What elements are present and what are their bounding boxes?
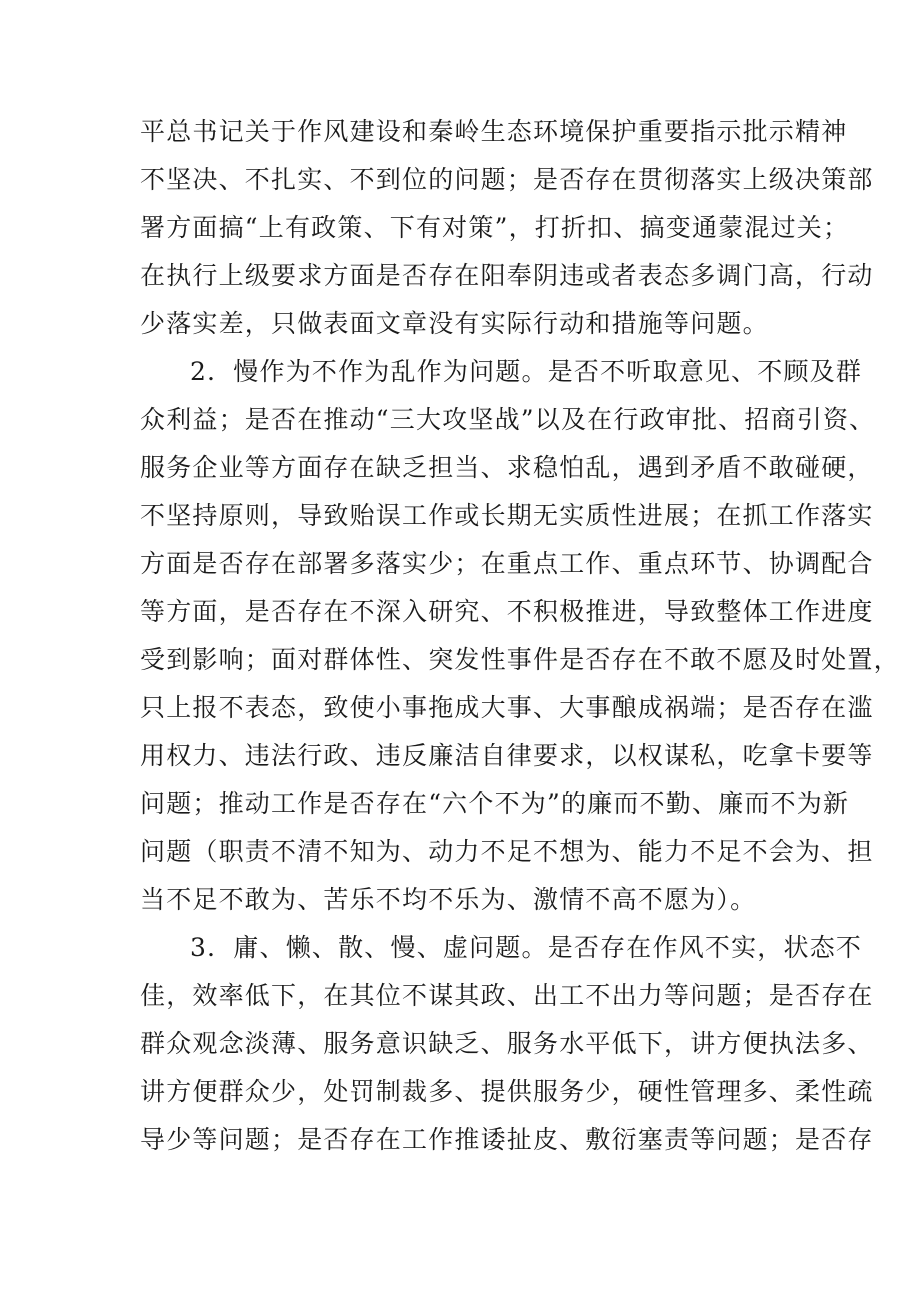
text-line: 佳，效率低下，在其位不谋其政、出工不出力等问题；是否存在 (140, 981, 874, 1010)
text-line: 少落实差，只做表面文章没有实际行动和措施等问题。 (140, 309, 769, 338)
paragraph-3 (140, 924, 874, 1164)
text-line: 问题（职责不清不知为、动力不足不想为、能力不足不会为、担 (140, 837, 874, 866)
paragraph-2 (140, 348, 900, 924)
text-line: 在执行上级要求方面是否存在阳奉阴违或者表态多调门高，行动 (140, 261, 874, 290)
text-line: 群众观念淡薄、服务意识缺乏、服务水平低下，讲方便执法多、 (140, 1029, 874, 1058)
document-body (140, 108, 900, 1164)
text-line: 方面是否存在部署多落实少；在重点工作、重点环节、协调配合 (140, 549, 874, 578)
text-line: 当不足不敢为、苦乐不均不乐为、激情不高不愿为）。 (140, 885, 757, 914)
text-line: 平总书记关于作风建设和秦岭生态环境保护重要指示批示精神 (140, 117, 848, 146)
paragraph-1 (140, 108, 874, 348)
text-line: 讲方便群众少，处罚制裁多、提供服务少，硬性管理多、柔性疏 (140, 1077, 874, 1106)
text-line: 不坚决、不扎实、不到位的问题；是否存在贯彻落实上级决策部 (140, 165, 874, 194)
text-line: 用权力、违法行政、违反廉洁自律要求，以权谋私，吃拿卡要等 (140, 741, 874, 770)
text-line: 署方面搞“上有政策、下有对策”，打折扣、搞变通蒙混过关； (140, 213, 850, 242)
text-line: 问题；推动工作是否存在“六个不为”的廉而不勤、廉而不为新 (140, 789, 850, 818)
text-line: 受到影响；面对群体性、突发性事件是否存在不敢不愿及时处置， (140, 645, 900, 674)
text-line: 只上报不表态，致使小事拖成大事、大事酿成祸端；是否存在滥 (140, 693, 874, 722)
text-line: 2．慢作为不作为乱作为问题。是否不听取意见、不顾及群 (190, 357, 863, 386)
text-line: 等方面，是否存在不深入研究、不积极推进，导致整体工作进度 (140, 597, 874, 626)
text-line: 众利益；是否在推动“三大攻坚战”以及在行政审批、招商引资、 (140, 405, 876, 434)
text-line: 3．庸、懒、散、慢、虚问题。是否存在作风不实，状态不 (190, 933, 863, 962)
text-line: 导少等问题；是否存在工作推诿扯皮、敷衍塞责等问题；是否存 (140, 1125, 874, 1154)
text-line: 不坚持原则，导致贻误工作或长期无实质性进展；在抓工作落实 (140, 501, 874, 530)
text-line: 服务企业等方面存在缺乏担当、求稳怕乱，遇到矛盾不敢碰硬， (140, 453, 874, 482)
